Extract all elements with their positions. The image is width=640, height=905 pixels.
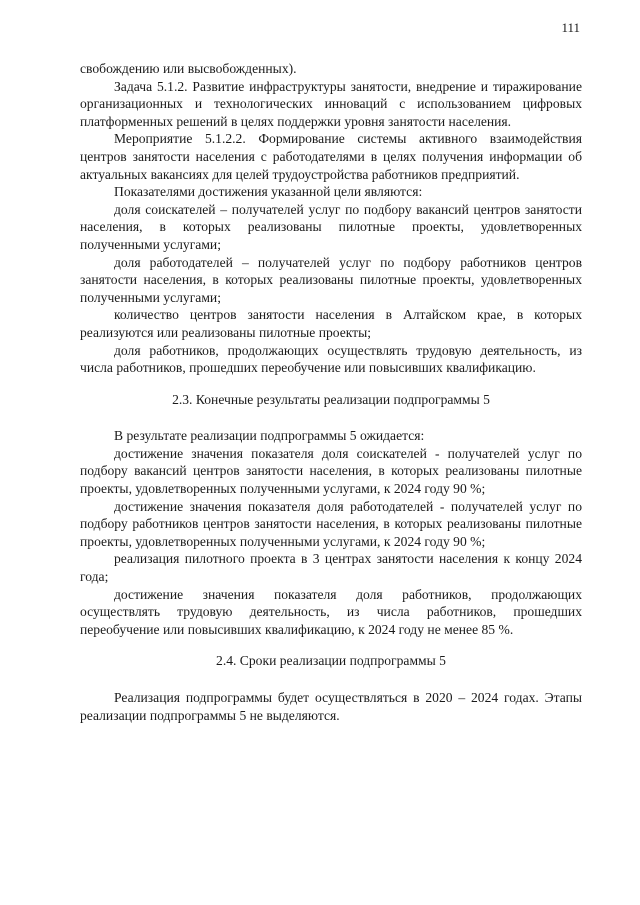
section-heading: 2.4. Сроки реализации подпрограммы 5 [216, 653, 446, 669]
paragraph: В результате реализации подпрограммы 5 ожидается: [114, 428, 425, 444]
paragraph: Мероприятие 5.1.2.2. Формирование системы активного взаимодействия центров занятости населения с работодателями в целях получения информации об актуальных вакансиях для целей трудоустройства работников предприятий. [80, 131, 582, 182]
paragraph: количество центров занятости населения в Алтайском крае, в которых реализуются или реализованы пилотные проекты; [80, 307, 582, 340]
paragraph: доля работников, продолжающих осуществлять трудовую деятельность, из числа работников, прошедших переобучение или повысивших квалификацию. [80, 342, 582, 376]
paragraph: Задача 5.1.2. Развитие инфраструктуры занятости, внедрение и тиражирование организационных и технологических инноваций с использованием цифровых платформенных решений в целях поддержки уровня занятости населения. [80, 78, 582, 129]
paragraph: достижение значения показателя доля работодателей - получателей услуг по подбору работников центров занятости населения, в которых реализованы пилотные проекты, удовлетворенных полученными услугами, к 2024 году 90 %; [80, 498, 582, 549]
paragraph: доля работодателей – получателей услуг по подбору работников центров занятости населения, в которых реализованы пилотные проекты, удовлетворенных полученными услугами; [80, 254, 582, 305]
paragraph: свобождению или высвобожденных). [80, 61, 297, 76]
paragraph: доля соискателей – получателей услуг по подбору вакансий центров занятости населения, в которых реализованы пилотные проекты, удовлетворенных полученными услугами; [80, 201, 582, 252]
section-heading: 2.3. Конечные результаты реализации подпрограммы 5 [172, 391, 490, 407]
page-number: 111 [561, 20, 580, 35]
paragraph: достижение значения показателя доля соискателей - получателей услуг по подбору вакансий центров занятости населения, в которых реализованы пилотные проекты, удовлетворенных полученными услугами, к 2024 году 90 %; [80, 445, 582, 497]
document-body [80, 60, 582, 724]
paragraph: Реализация подпрограммы будет осуществляться в 2020 – 2024 годах. Этапы реализации подпрограммы 5 не выделяются. [80, 690, 582, 723]
paragraph: Показателями достижения указанной цели являются: [114, 184, 423, 200]
paragraph: достижение значения показателя доля работников, продолжающих осуществлять трудовую деятельность, из числа работников, прошедших переобучение или повысивших квалификацию, к 2024 году не менее 85 %. [80, 586, 582, 637]
paragraph: реализация пилотного проекта в 3 центрах занятости населения к концу 2024 года; [80, 551, 582, 585]
